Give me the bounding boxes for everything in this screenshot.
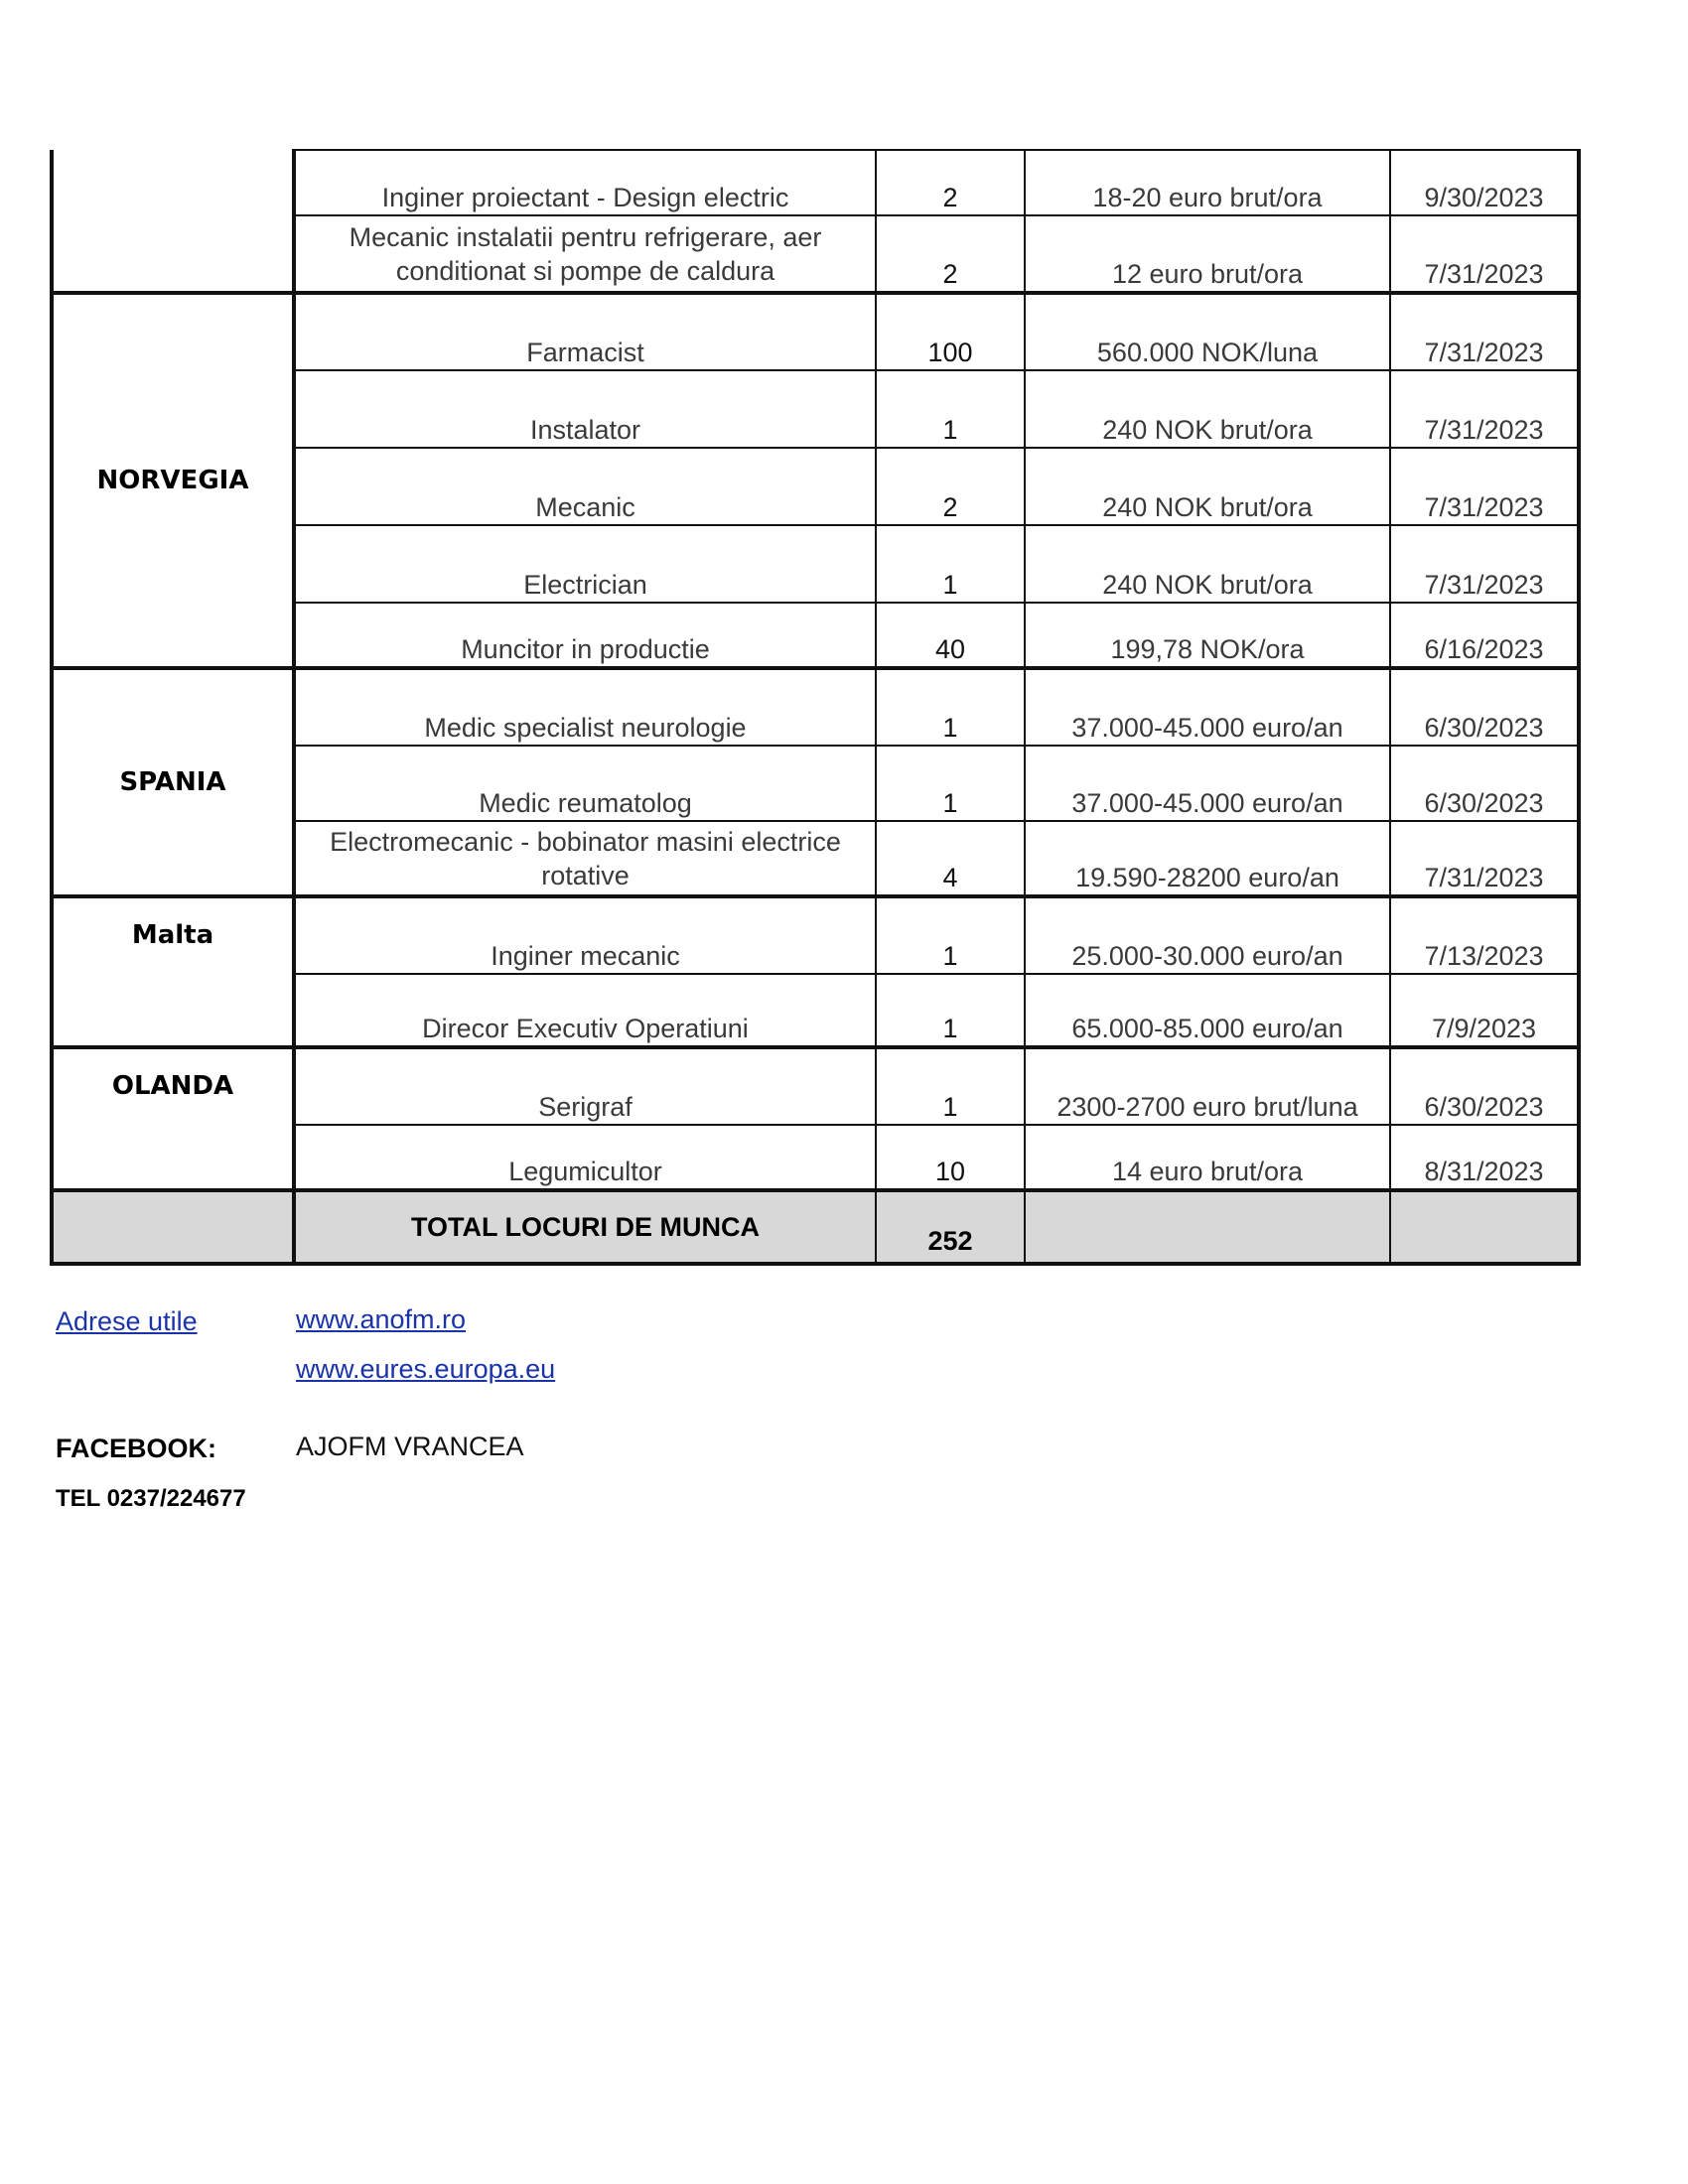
salary-cell: 14 euro brut/ora xyxy=(1025,1125,1390,1190)
positions-count-cell: 2 xyxy=(876,150,1025,215)
job-title-cell: Farmacist xyxy=(294,293,876,370)
positions-count-cell: 1 xyxy=(876,370,1025,448)
positions-count-cell: 10 xyxy=(876,1125,1025,1190)
deadline-cell: 6/30/2023 xyxy=(1390,746,1579,821)
deadline-cell: 7/13/2023 xyxy=(1390,896,1579,974)
deadline-cell: 8/31/2023 xyxy=(1390,1125,1579,1190)
positions-count-cell: 1 xyxy=(876,746,1025,821)
deadline-cell: 7/31/2023 xyxy=(1390,293,1579,370)
job-title-cell: Instalator xyxy=(294,370,876,448)
positions-count-cell: 40 xyxy=(876,603,1025,668)
table-row xyxy=(52,293,1579,370)
deadline-cell: 9/30/2023 xyxy=(1390,150,1579,215)
facebook-value: AJOFM VRANCEA xyxy=(296,1432,524,1461)
country-olanda: OLANDA xyxy=(52,1047,294,1190)
salary-cell: 37.000-45.000 euro/an xyxy=(1025,668,1390,746)
total-label: TOTAL LOCURI DE MUNCA xyxy=(294,1190,876,1264)
country-norvegia: NORVEGIA xyxy=(52,293,294,668)
salary-cell: 18-20 euro brut/ora xyxy=(1025,150,1390,215)
deadline-cell: 6/16/2023 xyxy=(1390,603,1579,668)
total-value: 252 xyxy=(876,1190,1025,1264)
positions-count-cell: 1 xyxy=(876,896,1025,974)
positions-count-cell: 1 xyxy=(876,1047,1025,1125)
table-row xyxy=(52,150,1579,215)
total-empty-cell xyxy=(1025,1190,1390,1264)
positions-count-cell: 2 xyxy=(876,215,1025,293)
salary-cell: 25.000-30.000 euro/an xyxy=(1025,896,1390,974)
country-spania: SPANIA xyxy=(52,668,294,896)
table-row xyxy=(52,1047,1579,1125)
job-title-cell: Electrician xyxy=(294,525,876,603)
salary-cell: 560.000 NOK/luna xyxy=(1025,293,1390,370)
deadline-cell: 7/31/2023 xyxy=(1390,821,1579,896)
job-title-cell: Legumicultor xyxy=(294,1125,876,1190)
salary-cell: 65.000-85.000 euro/an xyxy=(1025,974,1390,1047)
facebook-label: FACEBOOK: xyxy=(56,1433,216,1463)
job-title-cell: Mecanic instalatii pentru refrigerare, aer conditionat si pompe de caldura xyxy=(294,215,876,293)
positions-count-cell: 1 xyxy=(876,668,1025,746)
positions-count-cell: 100 xyxy=(876,293,1025,370)
total-empty-cell xyxy=(1390,1190,1579,1264)
deadline-cell: 7/31/2023 xyxy=(1390,370,1579,448)
job-title-cell: Medic specialist neurologie xyxy=(294,668,876,746)
country-malta: Malta xyxy=(52,896,294,1047)
job-title-cell: Medic reumatolog xyxy=(294,746,876,821)
total-empty-cell xyxy=(52,1190,294,1264)
salary-cell: 240 NOK brut/ora xyxy=(1025,370,1390,448)
anofm-link[interactable]: www.anofm.ro xyxy=(296,1304,467,1334)
job-title-cell: Electromecanic - bobinator masini electrice rotative xyxy=(294,821,876,896)
country-cell-continued xyxy=(52,150,294,293)
deadline-cell: 7/31/2023 xyxy=(1390,525,1579,603)
deadline-cell: 7/31/2023 xyxy=(1390,215,1579,293)
job-title-cell: Serigraf xyxy=(294,1047,876,1125)
deadline-cell: 6/30/2023 xyxy=(1390,668,1579,746)
job-title-cell: Muncitor in productie xyxy=(294,603,876,668)
job-title-cell: Inginer proiectant - Design electric xyxy=(294,150,876,215)
table-row xyxy=(52,668,1579,746)
eures-link[interactable]: www.eures.europa.eu xyxy=(296,1354,556,1384)
positions-count-cell: 1 xyxy=(876,525,1025,603)
salary-cell: 19.590-28200 euro/an xyxy=(1025,821,1390,896)
total-row xyxy=(52,1190,1579,1264)
salary-cell: 2300-2700 euro brut/luna xyxy=(1025,1047,1390,1125)
positions-count-cell: 4 xyxy=(876,821,1025,896)
phone-number: TEL 0237/224677 xyxy=(56,1485,246,1512)
salary-cell: 199,78 NOK/ora xyxy=(1025,603,1390,668)
salary-cell: 240 NOK brut/ora xyxy=(1025,448,1390,525)
job-title-cell: Inginer mecanic xyxy=(294,896,876,974)
salary-cell: 12 euro brut/ora xyxy=(1025,215,1390,293)
useful-addresses-link[interactable]: Adrese utile xyxy=(56,1306,198,1336)
deadline-cell: 7/9/2023 xyxy=(1390,974,1579,1047)
deadline-cell: 6/30/2023 xyxy=(1390,1047,1579,1125)
job-title-cell: Direcor Executiv Operatiuni xyxy=(294,974,876,1047)
salary-cell: 37.000-45.000 euro/an xyxy=(1025,746,1390,821)
positions-count-cell: 2 xyxy=(876,448,1025,525)
salary-cell: 240 NOK brut/ora xyxy=(1025,525,1390,603)
jobs-table xyxy=(50,149,1581,1266)
positions-count-cell: 1 xyxy=(876,974,1025,1047)
deadline-cell: 7/31/2023 xyxy=(1390,448,1579,525)
table-row xyxy=(52,896,1579,974)
job-title-cell: Mecanic xyxy=(294,448,876,525)
